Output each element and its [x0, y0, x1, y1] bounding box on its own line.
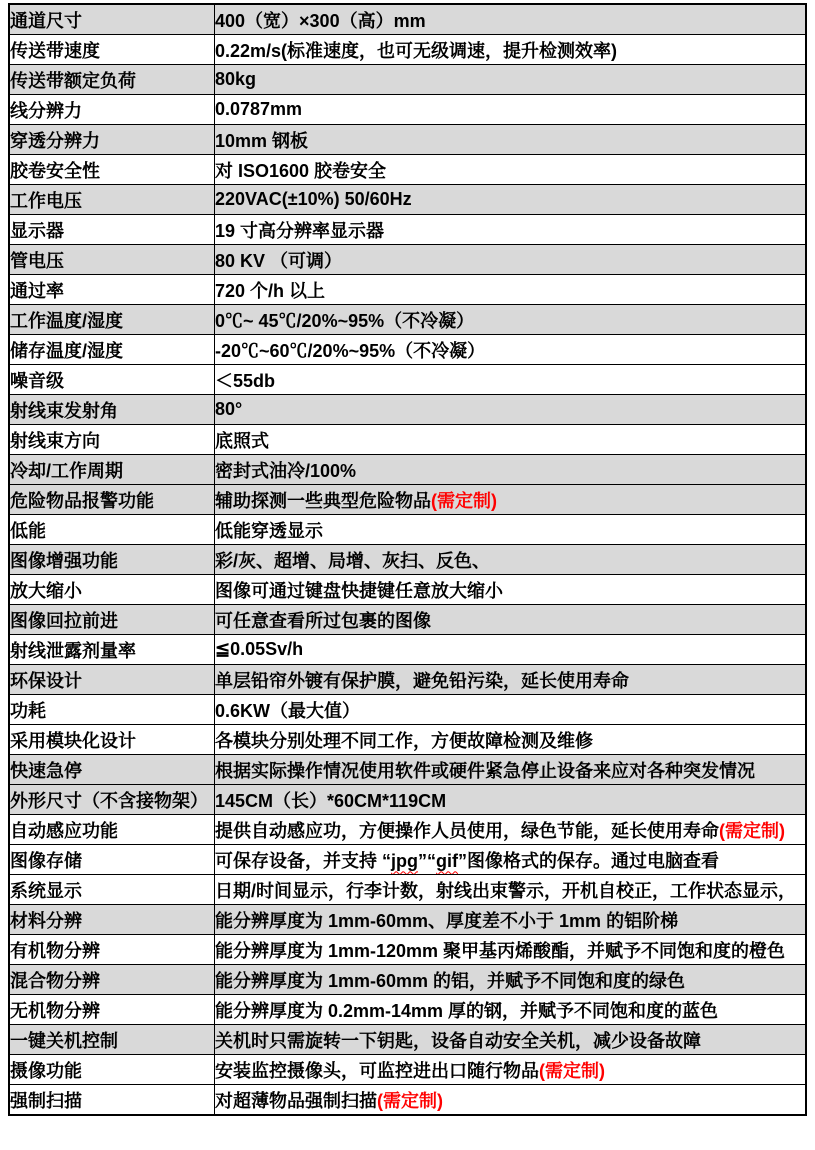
spec-value	[215, 605, 807, 635]
spec-value-text: 720 个/h 以上	[215, 280, 326, 301]
table-row	[9, 485, 806, 515]
spec-value-text: 低能穿透显示	[215, 520, 323, 541]
spec-value	[215, 1085, 807, 1116]
spec-label: 噪音级	[9, 365, 215, 395]
spec-value-text: ＜55db	[215, 370, 276, 391]
spec-value	[215, 665, 807, 695]
spec-value-text: 底照式	[215, 430, 269, 451]
spec-label: 工作温度/湿度	[9, 305, 215, 335]
spec-label: 传送带速度	[9, 35, 215, 65]
spec-value-text: 密封式油冷/100%	[215, 460, 357, 481]
table-row	[9, 125, 806, 155]
spec-value	[215, 1055, 807, 1085]
spec-value-text: 单层铅帘外镀有保护膜，避免铅污染，延长使用寿命	[215, 670, 629, 691]
spec-label: 环保设计	[9, 665, 215, 695]
spec-label: 射线束方向	[9, 425, 215, 455]
spec-label: 放大缩小	[9, 575, 215, 605]
spec-label: 外形尺寸（不含接物架）	[9, 785, 215, 815]
spec-value	[215, 875, 807, 905]
spec-value-text: 提供自动感应功，方便操作人员使用，绿色节能，延长使用寿命	[215, 820, 719, 841]
spec-value	[215, 545, 807, 575]
table-row	[9, 755, 806, 785]
table-row	[9, 725, 806, 755]
table-row	[9, 275, 806, 305]
spec-value-text: 0.6KW（最大值）	[215, 700, 361, 721]
spec-value	[215, 215, 807, 245]
spec-label: 低能	[9, 515, 215, 545]
spellcheck-underlined-text: jpg	[391, 850, 419, 871]
spec-value-text: 80°	[215, 399, 243, 419]
spec-value	[215, 965, 807, 995]
spec-value	[215, 785, 807, 815]
spec-value	[215, 635, 807, 665]
table-row	[9, 155, 806, 185]
spec-value-text: 80 KV （可调）	[215, 250, 343, 271]
spec-label: 有机物分辨	[9, 935, 215, 965]
spec-label: 射线束发射角	[9, 395, 215, 425]
spec-label: 图像增强功能	[9, 545, 215, 575]
table-row	[9, 785, 806, 815]
table-row	[9, 545, 806, 575]
table-row	[9, 665, 806, 695]
spec-label: 线分辨力	[9, 95, 215, 125]
spec-label: 显示器	[9, 215, 215, 245]
spec-label: 强制扫描	[9, 1085, 215, 1116]
table-row	[9, 395, 806, 425]
spec-value-text: 安装监控摄像头，可监控进出口随行物品	[215, 1060, 539, 1081]
spec-label: 图像存储	[9, 845, 215, 875]
table-row	[9, 1055, 806, 1085]
spec-label: 无机物分辨	[9, 995, 215, 1025]
spec-value	[215, 725, 807, 755]
table-row	[9, 815, 806, 845]
spec-value-text: -20℃~60℃/20%~95%（不冷凝）	[215, 340, 486, 361]
table-row	[9, 515, 806, 545]
spec-value-text: 各模块分别处理不同工作，方便故障检测及维修	[215, 730, 593, 751]
spec-value	[215, 245, 807, 275]
spec-table	[8, 3, 807, 1116]
spec-value-text: 0℃~ 45℃/20%~95%（不冷凝）	[215, 310, 475, 331]
spec-label: 胶卷安全性	[9, 155, 215, 185]
spec-value	[215, 155, 807, 185]
spec-label: 混合物分辨	[9, 965, 215, 995]
table-row	[9, 575, 806, 605]
spec-value-text: 0.0787mm	[215, 99, 303, 119]
spec-value	[215, 485, 807, 515]
spec-label: 材料分辨	[9, 905, 215, 935]
spec-value-text: 彩/灰、超增、局增、灰扫、反色、	[215, 550, 490, 571]
spec-value-text: 日期/时间显示，行李计数，射线出束警示，开机自校正，工作状态显示，	[215, 880, 796, 901]
spec-value	[215, 335, 807, 365]
spec-value-text: 对超薄物品强制扫描	[215, 1090, 377, 1111]
table-row	[9, 305, 806, 335]
spec-value-text: 10mm 钢板	[215, 130, 309, 151]
spec-value	[215, 1025, 807, 1055]
spec-label: 图像回拉前进	[9, 605, 215, 635]
spec-label: 一键关机控制	[9, 1025, 215, 1055]
spec-value-text: 19 寸高分辨率显示器	[215, 220, 385, 241]
table-row	[9, 605, 806, 635]
table-row	[9, 935, 806, 965]
spec-label: 冷却/工作周期	[9, 455, 215, 485]
spec-label: 传送带额定负荷	[9, 65, 215, 95]
spec-value-text: 辅助探测一些典型危险物品	[215, 490, 431, 511]
table-row	[9, 695, 806, 725]
table-row	[9, 185, 806, 215]
spec-value	[215, 275, 807, 305]
spec-value	[215, 365, 807, 395]
customization-required-note: (需定制)	[539, 1060, 605, 1081]
spec-value-text: ”图像格式的保存。通过电脑查看	[458, 850, 720, 871]
table-row	[9, 4, 806, 35]
spec-value-text: 0.22m/s(标准速度，也可无级调速，提升检测效率)	[215, 40, 618, 61]
spec-table-body	[9, 4, 806, 1115]
spec-value	[215, 4, 807, 35]
spec-value-text: 图像可通过键盘快捷键任意放大缩小	[215, 580, 503, 601]
spec-label: 危险物品报警功能	[9, 485, 215, 515]
table-row	[9, 845, 806, 875]
spec-value	[215, 695, 807, 725]
spellcheck-underlined-text: gif	[436, 850, 459, 871]
spec-value	[215, 575, 807, 605]
table-row	[9, 905, 806, 935]
table-row	[9, 425, 806, 455]
spec-value-text: 80kg	[215, 69, 257, 89]
table-row	[9, 215, 806, 245]
spec-value	[215, 65, 807, 95]
spec-value-text: 对 ISO1600 胶卷安全	[215, 160, 387, 181]
spec-value-text: ”“	[418, 850, 437, 871]
table-row	[9, 95, 806, 125]
spec-label: 功耗	[9, 695, 215, 725]
table-row	[9, 995, 806, 1025]
spec-value-text: ≦0.05Sv/h	[215, 639, 304, 659]
spec-value	[215, 125, 807, 155]
spec-value	[215, 995, 807, 1025]
spec-value	[215, 395, 807, 425]
customization-required-note: (需定制)	[431, 490, 497, 511]
spec-label: 快速急停	[9, 755, 215, 785]
spec-label: 射线泄露剂量率	[9, 635, 215, 665]
table-row	[9, 875, 806, 905]
table-row	[9, 365, 806, 395]
spec-value	[215, 95, 807, 125]
spec-value	[215, 905, 807, 935]
spec-value-text: 可保存设备，并支持 “	[215, 850, 392, 871]
spec-label: 储存温度/湿度	[9, 335, 215, 365]
customization-required-note: (需定制)	[377, 1090, 443, 1111]
spec-value	[215, 815, 807, 845]
spec-value	[215, 425, 807, 455]
spec-label: 通过率	[9, 275, 215, 305]
table-row	[9, 455, 806, 485]
spec-label: 工作电压	[9, 185, 215, 215]
table-row	[9, 335, 806, 365]
spec-value	[215, 755, 807, 785]
spec-value	[215, 185, 807, 215]
spec-value-text: 145CM（长）*60CM*119CM	[215, 790, 447, 811]
spec-label: 穿透分辨力	[9, 125, 215, 155]
table-row	[9, 245, 806, 275]
spec-value	[215, 845, 807, 875]
spec-value-text: 400（宽）×300（高）mm	[215, 10, 426, 31]
spec-value-text: 能分辨厚度为 1mm-60mm、厚度差不小于 1mm 的铝阶梯	[215, 910, 679, 931]
spec-value	[215, 305, 807, 335]
table-row	[9, 965, 806, 995]
spec-value	[215, 515, 807, 545]
customization-required-note: (需定制)	[719, 820, 785, 841]
spec-label: 通道尺寸	[9, 4, 215, 35]
table-row	[9, 635, 806, 665]
spec-value-text: 关机时只需旋转一下钥匙，设备自动安全关机，减少设备故障	[215, 1030, 701, 1051]
spec-label: 管电压	[9, 245, 215, 275]
spec-label: 自动感应功能	[9, 815, 215, 845]
spec-value-text: 根据实际操作情况使用软件或硬件紧急停止设备来应对各种突发情况	[215, 760, 755, 781]
spec-label: 摄像功能	[9, 1055, 215, 1085]
spec-value-text: 220VAC(±10%) 50/60Hz	[215, 189, 412, 209]
spec-value-text: 能分辨厚度为 0.2mm-14mm 厚的钢，并赋予不同饱和度的蓝色	[215, 1000, 719, 1021]
spec-label: 系统显示	[9, 875, 215, 905]
spec-value-text: 能分辨厚度为 1mm-60mm 的铝，并赋予不同饱和度的绿色	[215, 970, 686, 991]
table-row	[9, 1025, 806, 1055]
table-row	[9, 1085, 806, 1116]
table-row	[9, 65, 806, 95]
spec-value	[215, 935, 807, 965]
spec-value	[215, 455, 807, 485]
spec-label: 采用模块化设计	[9, 725, 215, 755]
spec-value-text: 能分辨厚度为 1mm-120mm 聚甲基丙烯酸酯，并赋予不同饱和度的橙色	[215, 940, 786, 961]
table-row	[9, 35, 806, 65]
spec-value	[215, 35, 807, 65]
spec-value-text: 可任意查看所过包裹的图像	[215, 610, 431, 631]
